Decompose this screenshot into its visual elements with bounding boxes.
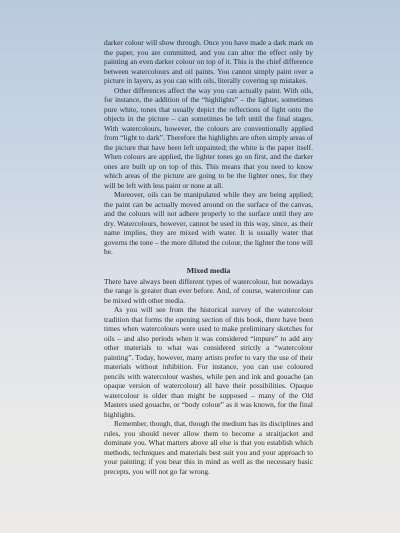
section-heading-mixed-media: Mixed media xyxy=(186,265,231,275)
paragraph-6: Remember, though, that, though the medium has its disciplines and rules, you should never allow them to become a straitjacket and dominate you. What matters above all else is that you establish which methods, techniques and materials best suit you and your approach to your painting; if you bear this in mind as well as the necessary basic precepts, you will not go far wrong. xyxy=(104,419,313,476)
paragraph-3: Moreover, oils can be manipulated while they are being applied; the paint can be actually moved around on the surface of the canvas, and the colours will not adhere properly to the surface until they are dry. Watercolours, however, cannot be used in this way, since, as their name implies, they are mixed with water. It is usually water that governs the tone – the more diluted the colour, the lighter the tone will be. xyxy=(104,190,313,256)
paragraph-1: darker colour will show through. Once you have made a dark mark on the paper, you are committed, and you can alter the effect only by painting an even darker colour on top of it. This is the chief difference between watercolours and oil paints. You cannot simply paint over a picture in layers, as you can with oils, literally covering up mistakes. xyxy=(104,38,313,85)
body-text-column xyxy=(104,38,313,476)
paragraph-5: As you will see from the historical survey of the watercolour tradition that forms the opening section of this book, there have been times when watercolours were used to make preliminary sketches for oils – and also periods when it was considered “impure” to add any other materials to what was considered strictly a “watercolour painting”. Today, however, many artists prefer to vary the use of their materials without inhibition. For instance, you can use coloured pencils with watercolour washes, while pen and ink and gouache (an opaque version of watercolour) all have their possibilities. Opaque watercolour is older than might be supposed – many of the Old Masters used gouache, or “body colour” as it was known, for the final highlights. xyxy=(104,305,313,419)
paragraph-2: Other differences affect the way you can actually paint. With oils, for instance, the addition of the “highlights” – the lighter, sometimes pure white, tones that usually depict the reflections of light onto the objects in the picture – can sometimes be left until the final stages. With watercolours, however, the colours are conventionally applied from “light to dark”. Therefore the highlights are often simply areas of the picture that have been left unpainted; the white is the paper itself. When colours are applied, the lighter tones go on first, and the darker ones are built up on top of this. This means that you need to know which areas of the picture are going to be the lighter ones, for they will be left with less paint or none at all. xyxy=(104,85,313,190)
paragraph-4: There have always been different types of watercolour, but nowadays the range is greater than ever before. And, of course, watercolour can be mixed with other media. xyxy=(104,276,313,305)
